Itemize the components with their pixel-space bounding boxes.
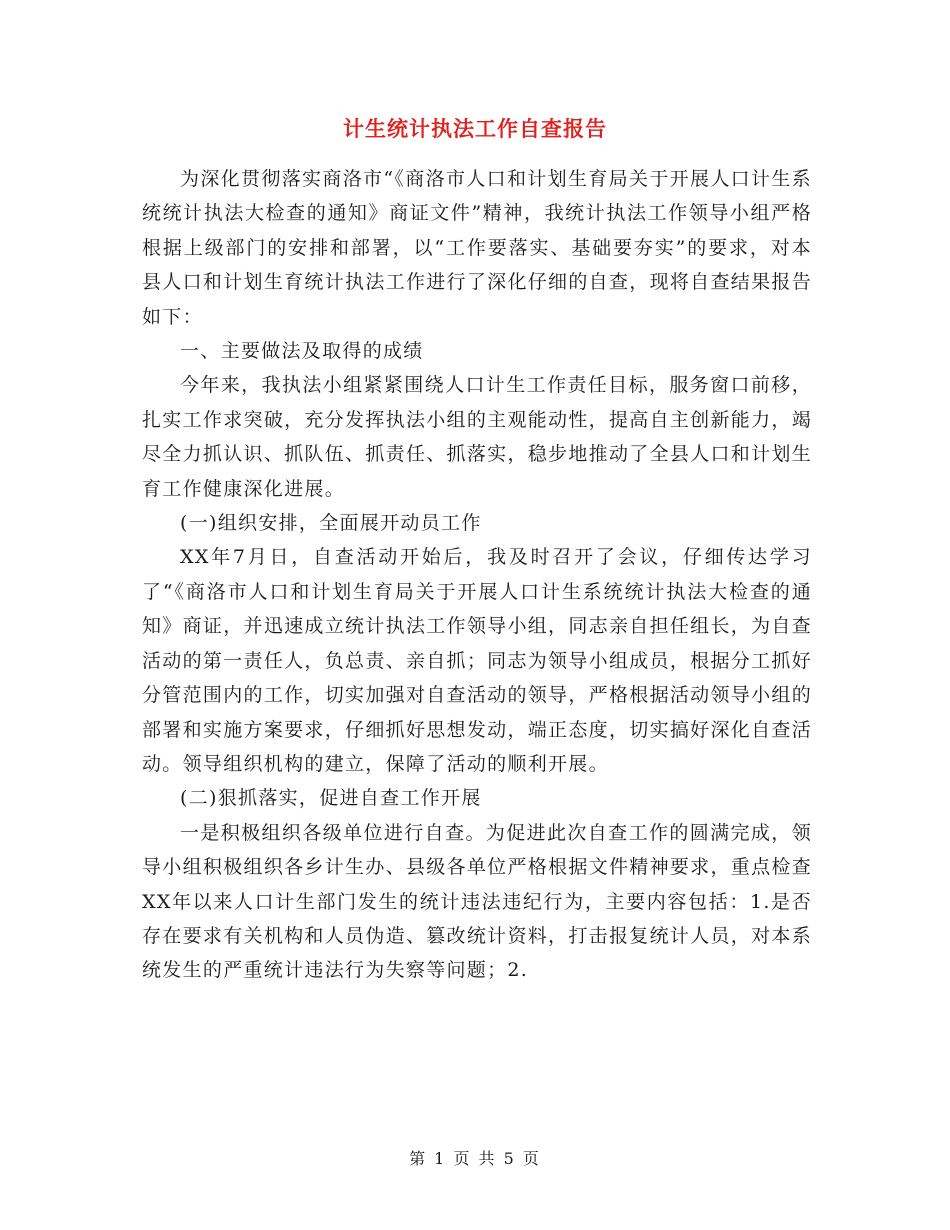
paragraph-organization: XX年7月日，自查活动开始后，我及时召开了会议，仔细传达学习了“《商洛市人口和计划生育局关于开展人口计生系统统计执法大检查的通知》商证，并迅速成立统计执法工作领导小组，同志亲自担任组长，为自查活动的第一责任人，负总责、亲自抓；同志为领导小组成员，根据分工抓好分管范围内的工作，切实加强对自查活动的领导，严格根据活动领导小组的部署和实施方案要求，仔细抓好思想发动，端正态度，切实搞好深化自查活动。领导组织机构的建立，保障了活动的顺利开展。 xyxy=(142,546,812,775)
paragraph-self-inspection: 一是积极组织各级单位进行自查。为促进此次自查工作的圆满完成，领导小组积极组织各乡计生办、县级各单位严格根据文件精神要求，重点检查XX年以来人口计生部门发生的统计违法违纪行为，主要内容包括：1.是否存在要求有关机构和人员伪造、篡改统计资料，打击报复统计人员，对本系统发生的严重统计违法行为失察等问题；2. xyxy=(142,821,812,982)
paragraph-intro: 为深化贯彻落实商洛市“《商洛市人口和计划生育局关于开展人口计生系统统计执法大检查的通知》商证文件”精神，我统计执法工作领导小组严格根据上级部门的安排和部署，以“工作要落实、基础要夯实”的要求，对本县人口和计划生育统计执法工作进行了深化仔细的自查，现将自查结果报告如下： xyxy=(142,168,812,328)
paragraph-achievements: 今年来，我执法小组紧紧围绕人口计生工作责任目标，服务窗口前移，扎实工作求突破，充分发挥执法小组的主观能动性，提高自主创新能力，竭尽全力抓认识、抓队伍、抓责任、抓落实，稳步地推动了全县人口和计划生育工作健康深化进展。 xyxy=(142,374,812,500)
section-heading-1: 一、主要做法及取得的成绩 xyxy=(180,340,424,363)
subsection-heading-2: (二)狠抓落实，促进自查工作开展 xyxy=(180,787,482,810)
document-body xyxy=(142,162,812,988)
document-title: 计生统计执法工作自查报告 xyxy=(343,117,607,141)
subsection-heading-1: (一)组织安排，全面展开动员工作 xyxy=(180,512,482,535)
page-number-footer: 第 1 页 共 5 页 xyxy=(409,1149,541,1168)
